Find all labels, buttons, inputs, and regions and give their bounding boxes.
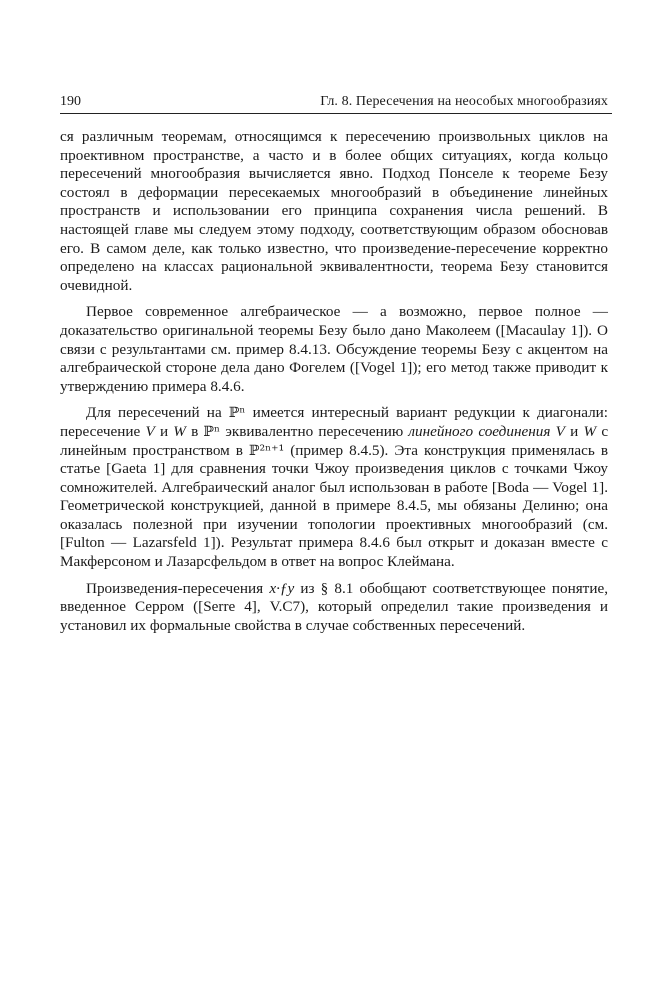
paragraph-3 (60, 404, 608, 571)
intersection-product-formula: x·ƒy (269, 579, 295, 597)
variety-v: V (145, 422, 155, 440)
p3-text-3: и (159, 422, 169, 440)
paragraph-2: Первое современное алгебраическое — а возможно, первое полное — доказательство оригинальной теоремы Безу было дано Маколеем ([Macaulay 1]). О связи с результантами см. пример 8.4.13. Обсуждение теоремы Безу с акцентом на алгебраической стороне дела дано Фогелем ([Vogel 1]); его метод также приводит к утверждению примера 8.4.6. (60, 303, 608, 395)
paragraph-4 (60, 580, 608, 636)
variety-w: W (173, 422, 186, 440)
p3-text-1: Для пересечений на (86, 404, 222, 422)
p3-text-5: эквивалентно пересечению (225, 422, 404, 440)
projective-space-symbol-3: ℙ²ⁿ⁺¹ (248, 442, 285, 459)
variety-v-2: V (555, 422, 565, 440)
p3-text-7: с линейным пространством в (60, 422, 609, 459)
paragraph-1: ся различным теоремам, относящимся к пересечению произвольных циклов на проективном пространстве, а часто и в более общих ситуациях, когда кольцо пересечений многообразия вычисляется явно. Подход Понселе к теореме Безу состоял в деформации пересекаемых многообразий в объединение линейных пространств и использовании его принципа сохранения числа решений. В настоящей главе мы следуем этому подходу, соответствующим образом обосновав его. В самом деле, как только известно, что произведение-пересечение корректно определено на классах рациональной эквивалентности, теорема Безу становится очевидной. (60, 128, 608, 294)
page-number: 190 (60, 94, 81, 109)
header-rule (60, 113, 612, 114)
projective-space-symbol-2: ℙⁿ (203, 423, 221, 440)
page-header (60, 94, 612, 114)
projective-space-symbol: ℙⁿ (228, 405, 246, 422)
p3-text-8: (пример 8.4.5). Эта конструкция применялась в статье [Gaeta 1] для сравнения точки Чжоу произведения циклов с точками Чжоу сомножителей. Алгебраический аналог был использован в работе [Boda — Vogel 1]. Геометрической конструкцией, данной в примере 8.4.5, мы обязаны Делиню; она оказалась полезной при изучении топологии проективных многообразий (см. [Fulton — Lazarsfeld 1]). Результат примера 8.4.6 был открыт и доказан вместе с Макферсоном и Лазарсфельдом в ответ на вопрос Клеймана. (60, 441, 608, 571)
p4-text-1: Произведения-пересечения (86, 579, 264, 597)
p3-text-6: и (570, 422, 579, 440)
variety-w-2: W (583, 422, 597, 440)
p3-text-2: имеется интересный вариант редукции к диагонали: пересечение (60, 404, 609, 440)
body-text (60, 128, 608, 635)
linear-join-term: линейного соединения (408, 422, 551, 440)
p4-text-2: из § 8.1 обобщают соответствующее понятие, введенное Серром ([Serre 4], V.C7), который определил такие произведения и установил их формальные свойства в случае собственных пересечений. (60, 579, 608, 634)
p3-text-4: в (191, 422, 199, 440)
running-head: Гл. 8. Пересечения на неособых многообразиях (320, 94, 608, 109)
